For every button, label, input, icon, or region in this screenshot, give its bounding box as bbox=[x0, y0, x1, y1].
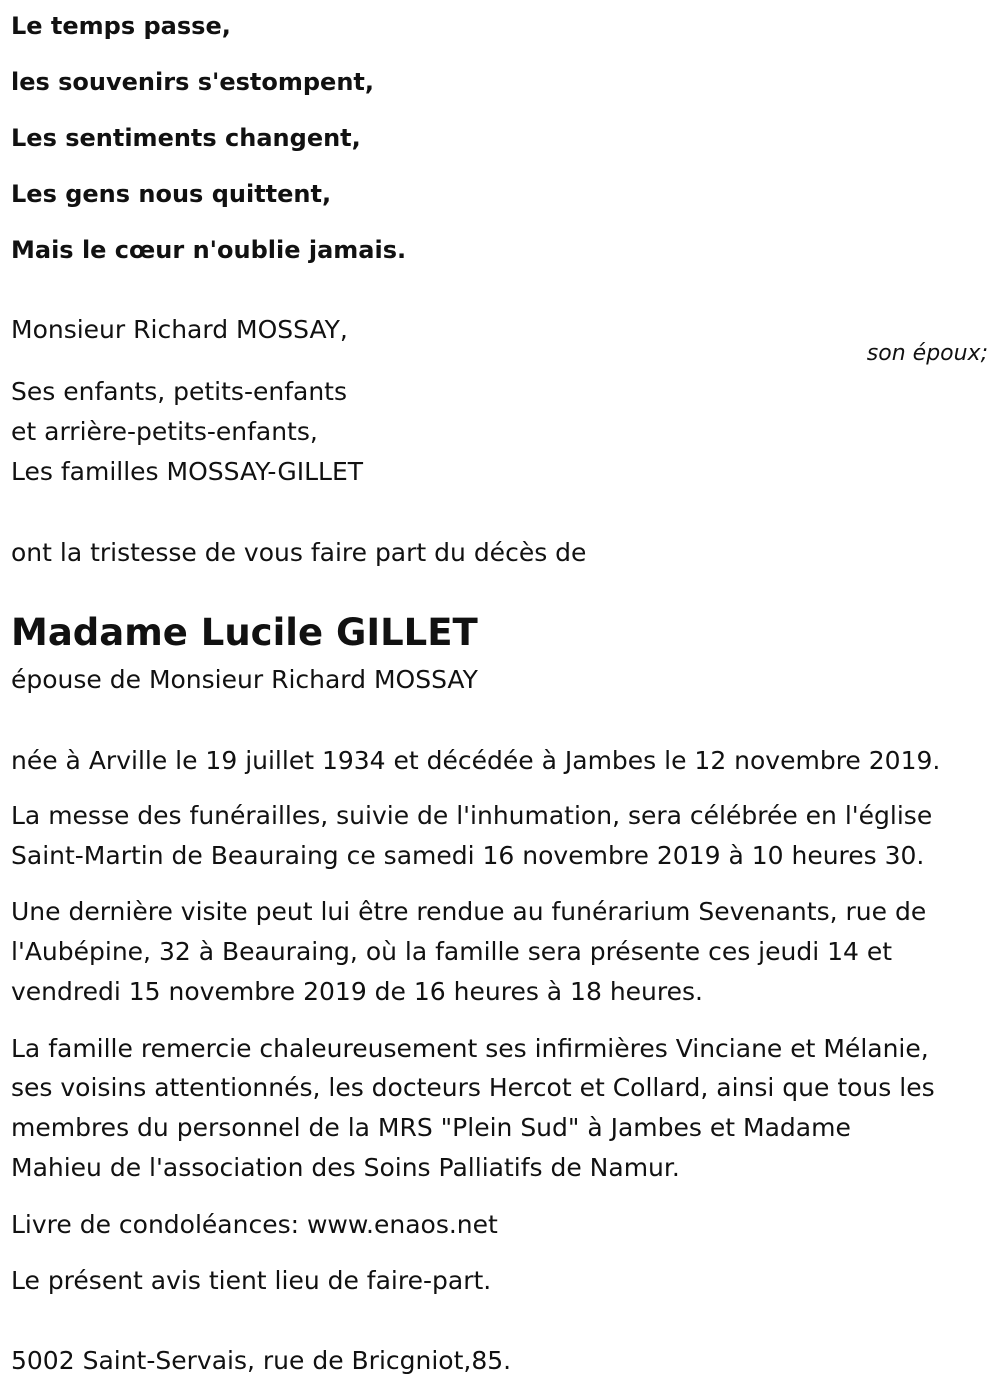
thanks-line-3: membres du personnel de la MRS "Plein Sud" à Jambes et Madame bbox=[11, 1113, 851, 1142]
visit-line-1: Une dernière visite peut lui être rendue au funérarium Sevenants, rue de bbox=[11, 897, 927, 926]
spouse-name: Monsieur Richard MOSSAY, bbox=[11, 315, 348, 344]
address-text: 5002 Saint-Servais, rue de Bricgniot,85. bbox=[11, 1346, 512, 1375]
condolences-text: Livre de condoléances: www.enaos.net bbox=[11, 1210, 498, 1239]
deceased-name: Madame Lucile GILLET bbox=[11, 611, 478, 654]
family-line-1: Ses enfants, petits-enfants bbox=[11, 377, 347, 406]
deceased-subtitle: épouse de Monsieur Richard MOSSAY bbox=[11, 665, 478, 694]
thanks-line-2: ses voisins attentionnés, les docteurs Hercot et Collard, ainsi que tous les bbox=[11, 1073, 935, 1102]
poem-line-2: les souvenirs s'estompent, bbox=[11, 68, 375, 96]
visit-line-2: l'Aubépine, 32 à Beauraing, où la famille sera présente ces jeudi 14 et bbox=[11, 937, 893, 966]
spouse-relation: son époux; bbox=[866, 341, 988, 366]
visit-line-3: vendredi 15 novembre 2019 de 16 heures à 18 heures. bbox=[11, 977, 703, 1006]
thanks-line-4: Mahieu de l'association des Soins Palliatifs de Namur. bbox=[11, 1153, 680, 1182]
announcement-text: ont la tristesse de vous faire part du décès de bbox=[11, 538, 587, 567]
poem-line-1: Le temps passe, bbox=[11, 12, 231, 40]
thanks-line-1: La famille remercie chaleureusement ses infirmières Vinciane et Mélanie, bbox=[11, 1034, 929, 1063]
notice-text: Le présent avis tient lieu de faire-part. bbox=[11, 1266, 492, 1295]
poem-line-4: Les gens nous quittent, bbox=[11, 180, 332, 208]
birth-death-text: née à Arville le 19 juillet 1934 et décédée à Jambes le 12 novembre 2019. bbox=[11, 746, 941, 775]
funeral-line-2: Saint-Martin de Beauraing ce samedi 16 novembre 2019 à 10 heures 30. bbox=[11, 841, 925, 870]
poem-line-3: Les sentiments changent, bbox=[11, 124, 361, 152]
funeral-line-1: La messe des funérailles, suivie de l'inhumation, sera célébrée en l'église bbox=[11, 801, 933, 830]
family-line-3: Les familles MOSSAY-GILLET bbox=[11, 457, 364, 486]
family-line-2: et arrière-petits-enfants, bbox=[11, 417, 318, 446]
poem-line-5: Mais le cœur n'oublie jamais. bbox=[11, 236, 407, 264]
